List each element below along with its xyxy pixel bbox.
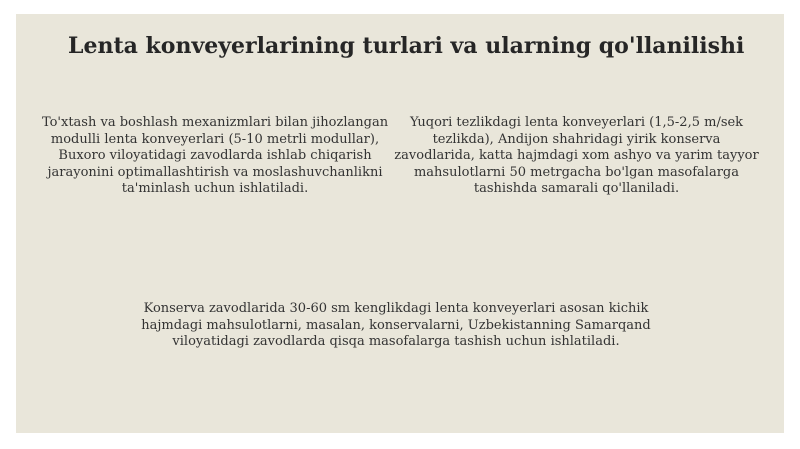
paragraph-high-speed-conveyors: Yuqori tezlikdagi lenta konveyerlari (1,5-2,5 m/sek tezlikda), Andijon shahridagi yirik konserva zavodlarida, katta hajmdagi xom ashyo va yarim tayyor mahsulotlarni 50 metrgacha bo'lgan masofalarga tashishda samarali qo'llaniladi. <box>394 115 759 197</box>
paragraph-narrow-conveyors: Konserva zavodlarida 30-60 sm kenglikdagi lenta konveyerlari asosan kichik hajmdagi mahsulotlarni, masalan, konservalarni, Uzbekistanning Samarqand viloyatidagi zavodlarda qisqa masofalarga tashish uchun ishlatiladi. <box>141 301 651 350</box>
slide-title: Lenta konveyerlarining turlari va ularning qo'llanilishi <box>68 33 745 59</box>
slide <box>16 14 784 433</box>
paragraph-modular-conveyors: To'xtash va boshlash mexanizmlari bilan jihozlangan modulli lenta konveyerlari (5-10 metrli modullar), Buxoro viloyatidagi zavodlarda ishlab chiqarish jarayonini optimallashtirish va moslashuvchanlikni ta'minlash uchun ishlatiladi. <box>41 115 389 197</box>
